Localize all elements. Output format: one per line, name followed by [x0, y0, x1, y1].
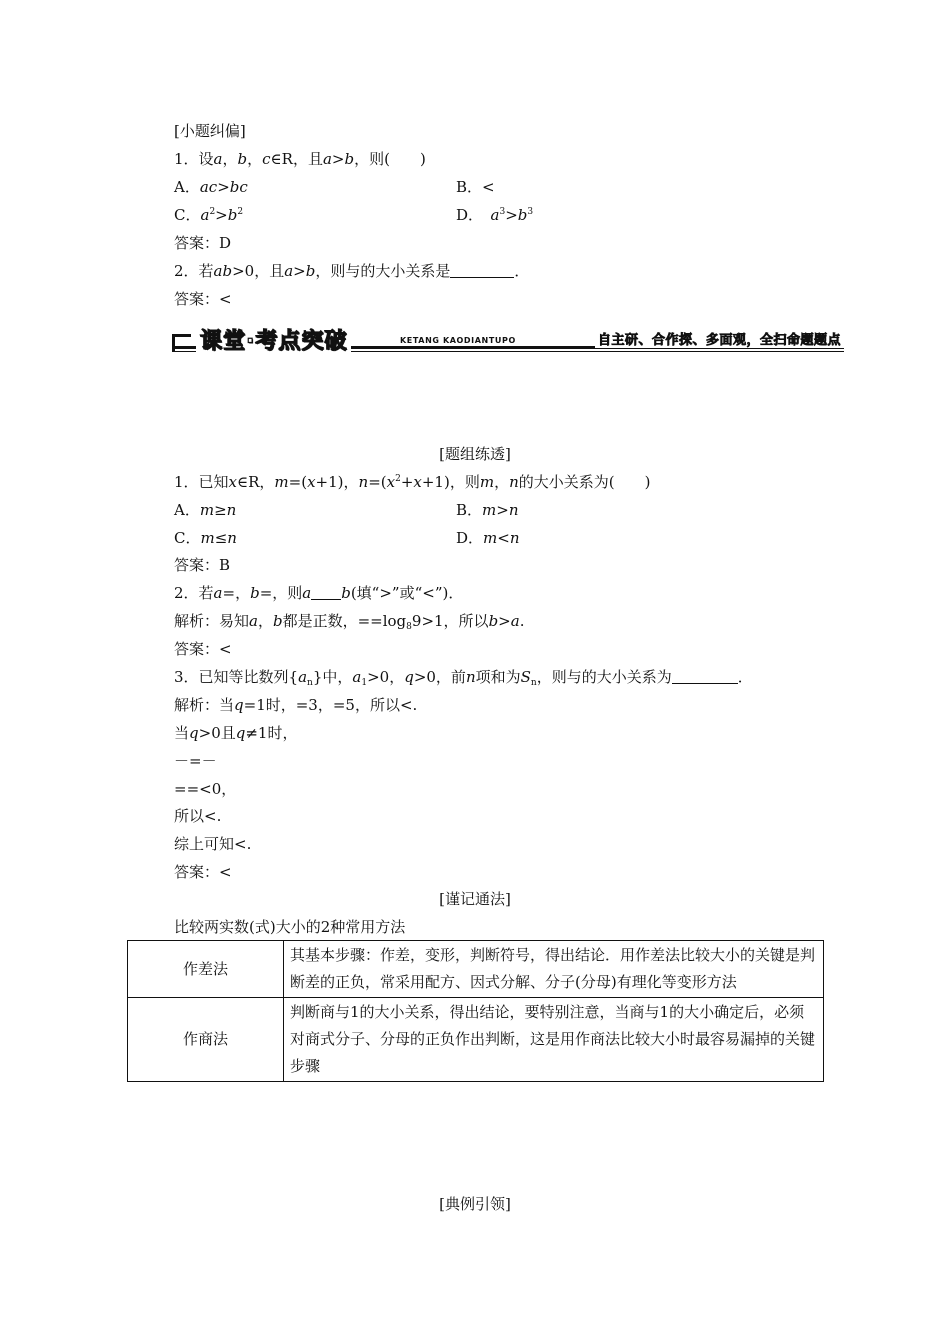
method-name: 作差法 [128, 941, 284, 998]
question-1: 1．设a，b，c∈R，且a>b，则( ) [174, 150, 426, 168]
exercise-2-solution: 解析：易知a，b都是正数，$==\log_89>1$，所以b>a. [174, 612, 525, 632]
banner-corner-mark [172, 334, 191, 351]
exercise-1-option-c: C．m≤n [174, 529, 237, 547]
method-name: 作商法 [128, 998, 284, 1082]
exercise-3-conclusion: 综上可知<. [174, 835, 252, 853]
option-d: D． $a^3>b^3$ [456, 206, 534, 224]
answer-blank [672, 669, 738, 684]
option-a: A．ac>bc [174, 178, 248, 196]
option-c: C．$a^2>b^2$ [174, 206, 244, 224]
banner-subtitle: KETANG KAODIANTUPO [396, 336, 520, 345]
exercise-3-step-1: －=－ [174, 752, 217, 770]
exercise-1-answer: 答案：B [174, 556, 231, 574]
banner-slogan: 自主研、合作探、多面观，全扫命题题点 [595, 329, 844, 348]
table-row [128, 941, 824, 998]
exercise-1-option-a: A．m≥n [174, 501, 237, 519]
option-b: B．< [456, 178, 495, 196]
exercise-1-option-b: B．m>n [456, 501, 519, 519]
table-row [128, 998, 824, 1082]
exercise-2-answer: 答案：< [174, 640, 232, 658]
exercise-3-case: 当q>0且q≠1时， [174, 724, 298, 742]
banner-title: 课堂·考点突破 [196, 324, 351, 355]
section-header-xiaoti-jiupian: [小题纠偏] [174, 122, 246, 140]
answer-blank [450, 263, 514, 278]
exercise-3-step-3: 所以<. [174, 807, 222, 825]
section-header-dianli-yinling: [典例引领] [439, 1195, 511, 1213]
exercise-3: 3．已知等比数列$\{a_n\}$中，$a_1>0$，q>0，前n项和为$S_n$，则与的大小关系为 ． [174, 668, 753, 688]
methods-table [127, 940, 824, 1082]
exercise-1-option-d: D．m<n [456, 529, 520, 547]
answer-blank [311, 585, 341, 600]
section-banner [172, 326, 844, 354]
method-description: 其基本步骤：作差，变形，判断符号，得出结论．用作差法比较大小的关键是判断差的正负，常采用配方、因式分解、分子(分母)有理化等变形方法 [284, 941, 824, 998]
exercise-2: 2．若a=，b=，则a b(填“>”或“<”)． [174, 584, 464, 602]
answer-1: 答案：D [174, 234, 232, 252]
exercise-3-answer: 答案：< [174, 863, 232, 881]
exercise-1: 1．已知x∈R，m=(x+1)，$n=(x^2+x+1)$，则m，n的大小关系为( ) [174, 473, 651, 491]
section-header-jinji-tongfa: [谨记通法] [439, 890, 511, 908]
method-description: 判断商与1的大小关系，得出结论，要特别注意，当商与1的大小确定后，必须对商式分子、分母的正负作出判断，这是用作商法比较大小时最容易漏掉的关键步骤 [284, 998, 824, 1082]
question-2: 2．若ab>0，且a>b，则与的大小关系是 ． [174, 262, 530, 280]
exercise-3-step-2: ==<0， [174, 780, 237, 798]
answer-2: 答案：< [174, 290, 232, 308]
section-header-tizu-liantou: [题组练透] [439, 445, 511, 463]
methods-intro: 比较两实数(式)大小的2种常用方法 [174, 918, 406, 936]
exercise-3-solution: 解析：当q=1时，=3，=5，所以<. [174, 696, 418, 714]
